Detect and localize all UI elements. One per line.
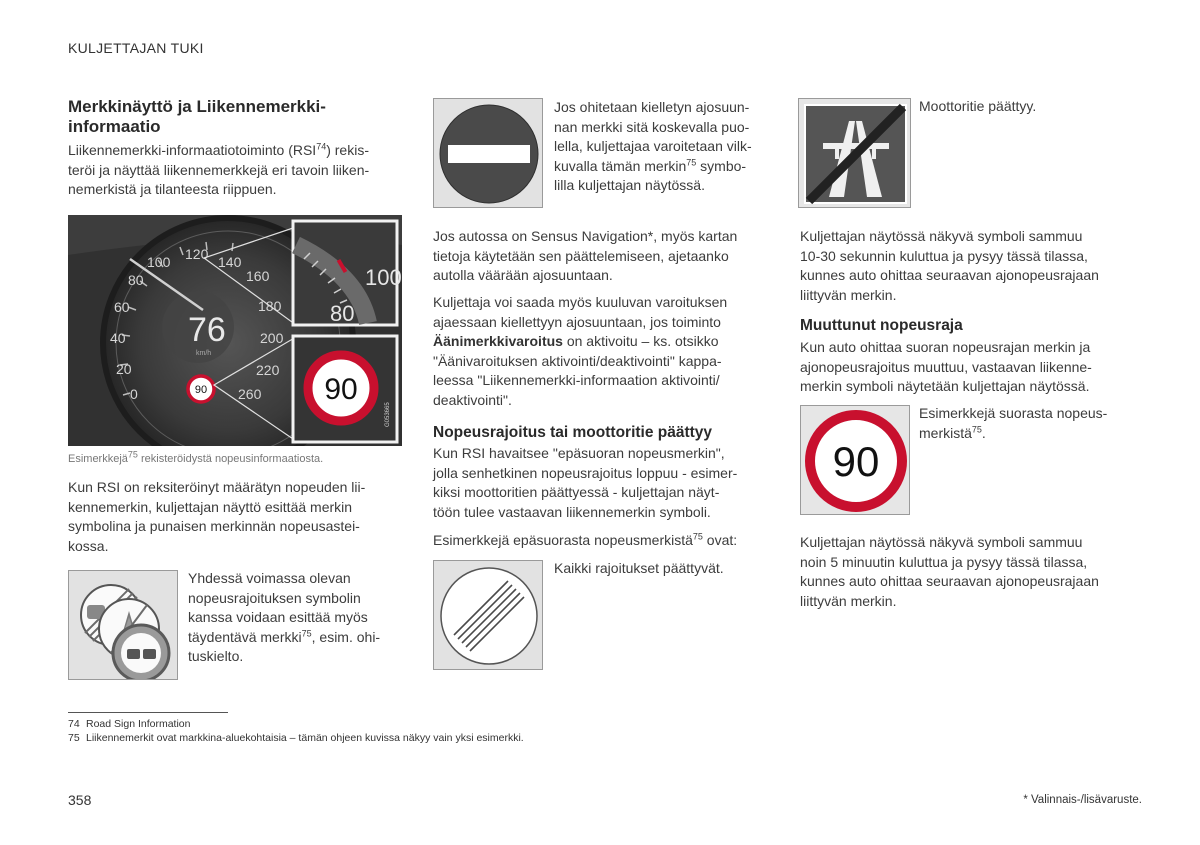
supplementary-sign-text bbox=[188, 569, 408, 667]
speed-unit: km/h bbox=[196, 350, 212, 357]
text-line: Äänimerkkivaroitus on aktivoitu – ks. otsikko bbox=[433, 333, 719, 349]
text-line: kiksi moottoritien päättyessä - kuljettajan näyt- bbox=[433, 484, 720, 500]
image-code: G053665 bbox=[385, 402, 391, 427]
text-line: symbolina ja punaisen merkinnän nopeusastei- bbox=[68, 518, 360, 534]
sound-warning-paragraph bbox=[433, 293, 773, 410]
text-line: töön tulee vastaavan liikennemerkin symboli. bbox=[433, 503, 711, 520]
zoom-number: 100 bbox=[365, 265, 402, 290]
changed-limit-heading: Muuttunut nopeusraja bbox=[800, 317, 963, 334]
no-entry-sign-image bbox=[433, 98, 543, 208]
text-line: noin 5 minuutin kuluttua ja pysyy tässä tilassa, bbox=[800, 553, 1088, 570]
image-caption: Esimerkkejä$^{75}$ rekisteröidystä nopeusinformaatiosta. bbox=[68, 449, 324, 465]
changed-limit-paragraph bbox=[800, 338, 1140, 397]
intro-paragraph bbox=[68, 141, 408, 200]
zoom-number: 80 bbox=[330, 301, 355, 326]
text-line: Kun RSI havaitsee "epäsuoran nopeusmerkin", bbox=[433, 445, 725, 461]
motorway-end-sign-image bbox=[798, 98, 911, 208]
motorway-end-sign bbox=[799, 99, 911, 208]
text-line: autolla väärään ajosuuntaan. bbox=[433, 267, 613, 283]
symbol-off-paragraph-1 bbox=[800, 227, 1140, 305]
text-line: lilla kuljettajan näytössä. bbox=[554, 177, 705, 193]
all-limits-end-text: Kaikki rajoitukset päättyvät. bbox=[554, 560, 724, 576]
footnote-divider bbox=[68, 712, 228, 713]
text-line: Kun auto ohittaa suoran nopeusrajan merkin ja bbox=[800, 339, 1091, 355]
indirect-examples-line: Esimerkkejä epäsuorasta nopeusmerkistä$^{75}$ ovat: bbox=[433, 531, 738, 548]
text-line: Yhdessä voimassa olevan bbox=[188, 570, 351, 586]
no-entry-text bbox=[554, 98, 774, 196]
footnotes bbox=[68, 717, 524, 745]
tick-label: 100 bbox=[147, 254, 171, 270]
footnote-ref[interactable]: 75 bbox=[127, 449, 138, 460]
tick-label: 20 bbox=[116, 361, 132, 377]
text-line: ajaessaan kiellettyyn ajosuuntaan, jos toiminto bbox=[433, 313, 721, 330]
text-line: nopeusrajoituksen symbolin bbox=[188, 589, 361, 606]
text-line: Kuljettajan näytössä näkyvä symboli sammuu bbox=[800, 534, 1083, 550]
footnote-ref[interactable]: 75 bbox=[692, 531, 703, 542]
tick-label: 60 bbox=[114, 299, 130, 315]
text-line: teröi ja näyttää liikennemerkkejä eri tavoin liiken- bbox=[68, 161, 370, 178]
text-line: Jos autossa on Sensus Navigation*, myös kartan bbox=[433, 228, 738, 244]
text-line: 10-30 sekunnin kuluttua ja pysyy tässä tilassa, bbox=[800, 247, 1088, 264]
text-line: Jos ohitetaan kielletyn ajosuun- bbox=[554, 99, 750, 115]
text-line: ajonopeusrajoitus muuttuu, vastaavan liikenne- bbox=[800, 358, 1092, 375]
page-number: 358 bbox=[68, 792, 92, 808]
text-line: kossa. bbox=[68, 537, 109, 554]
tick-label: 80 bbox=[128, 272, 144, 288]
text-line: kuvalla tämän merkin$^{75}$ symbo- bbox=[554, 156, 747, 174]
text-line: nemerkistä ja tilanteesta riippuen. bbox=[68, 181, 277, 197]
sound-warning-function[interactable]: Äänimerkkivaroitus bbox=[433, 333, 563, 349]
footnote-ref[interactable]: 75 bbox=[686, 156, 697, 167]
text-line: tuskielto. bbox=[188, 648, 244, 664]
text-line: Liikennemerkki-informaatiotoiminto (RSI$^{74}$) rekis- bbox=[68, 141, 369, 158]
tick-label: 160 bbox=[246, 268, 270, 284]
end-limit-heading: Nopeusrajoitus tai moottoritie päättyy bbox=[433, 424, 713, 441]
direct-speed-sign-image bbox=[800, 405, 910, 515]
tick-label: 200 bbox=[260, 330, 284, 346]
optional-equipment-note: * Valinnais-/lisävaruste. bbox=[1023, 794, 1142, 806]
speed-limit-value: 90 bbox=[832, 438, 880, 485]
tick-label: 220 bbox=[256, 362, 280, 378]
text-line: liittyvän merkin. bbox=[800, 592, 897, 609]
all-limits-end-sign-image bbox=[433, 560, 543, 670]
text-line: leessa "Liikennemerkki-informaation aktivointi/ bbox=[433, 372, 720, 388]
section-header: KULJETTAJAN TUKI bbox=[68, 40, 204, 56]
text-line: merkistä$^{75}$. bbox=[919, 423, 986, 441]
footnote-ref[interactable]: 74 bbox=[316, 141, 327, 152]
instrument-cluster-image bbox=[68, 215, 402, 446]
text-line: Kun RSI on reksiteröinyt määrätyn nopeuden lii- bbox=[68, 479, 366, 495]
text-line: Esimerkkejä suorasta nopeus- bbox=[919, 405, 1108, 421]
text-line: täydentävä merkki$^{75}$, esim. ohi- bbox=[188, 627, 381, 645]
text-line: kunnes auto ohittaa seuraavan ajonopeusrajaan bbox=[800, 267, 1099, 283]
no-entry-sign bbox=[434, 99, 543, 208]
text-line: kanssa voidaan esittää myös bbox=[188, 609, 368, 625]
text-line: tietoja käytetään sen päättelemiseen, ajetaanko bbox=[433, 247, 729, 264]
text-line: jolla senhetkinen nopeusrajoitus loppuu - esimer- bbox=[433, 464, 738, 481]
direct-sign-text bbox=[919, 404, 1139, 443]
footnote-ref[interactable]: 75 bbox=[971, 423, 982, 434]
text-line: Kuljettajan näytössä näkyvä symboli sammuu bbox=[800, 228, 1083, 244]
text-line: kunnes auto ohittaa seuraavan ajonopeusrajaan bbox=[800, 573, 1099, 589]
text-line: Kuljettaja voi saada myös kuuluvan varoituksen bbox=[433, 294, 728, 310]
text-line: nan merkki sitä koskevalla puo- bbox=[554, 118, 750, 135]
supplementary-sign-image bbox=[68, 570, 178, 680]
tick-label: 40 bbox=[110, 330, 126, 346]
text-line: "Äänivaroituksen aktivointi/deaktivointi" kappa- bbox=[433, 352, 722, 369]
motorway-end-text: Moottoritie päättyy. bbox=[919, 98, 1037, 114]
text-line: merkin symboli näytetään kuljettajan näytössä. bbox=[800, 378, 1090, 394]
footnote-item: 75 Liikennemerkit ovat markkina-aluekohtaisia – tämän ohjeen kuvissa näkyy vain yksi esimerkki. bbox=[68, 732, 524, 744]
small-speed-sign-value: 90 bbox=[194, 384, 208, 396]
tick-label: 0 bbox=[130, 386, 138, 402]
tick-label: 120 bbox=[185, 246, 209, 262]
text-line: kennemerkin, kuljettajan näyttö esittää merkin bbox=[68, 498, 353, 515]
cluster-drawing bbox=[68, 215, 402, 446]
footnote-ref[interactable]: 75 bbox=[301, 627, 312, 638]
zoom-speed-sign-value: 90 bbox=[324, 373, 358, 406]
symbol-off-paragraph-2 bbox=[800, 533, 1140, 611]
sensus-paragraph bbox=[433, 227, 773, 286]
footnote-item: 74 Road Sign Information bbox=[68, 718, 191, 730]
tick-label: 140 bbox=[218, 254, 242, 270]
speed-limit-sign bbox=[801, 406, 910, 515]
end-of-restrictions-sign bbox=[434, 561, 543, 670]
text-line: lella, kuljettajaa varoitetaan vilk- bbox=[554, 138, 752, 154]
text-line: deaktivointi". bbox=[433, 391, 512, 408]
tick-label: 180 bbox=[258, 298, 282, 314]
current-speed: 76 bbox=[188, 311, 226, 349]
end-limit-paragraph bbox=[433, 444, 773, 522]
tick-label: 260 bbox=[238, 386, 262, 402]
heading-line: informaatio bbox=[68, 117, 161, 136]
section-heading bbox=[68, 97, 408, 137]
overtaking-end-signs bbox=[69, 571, 178, 680]
heading-line: Merkkinäyttö ja Liikennemerkki- bbox=[68, 97, 326, 116]
text-line: liittyvän merkin. bbox=[800, 286, 897, 303]
rsi-paragraph bbox=[68, 478, 408, 556]
